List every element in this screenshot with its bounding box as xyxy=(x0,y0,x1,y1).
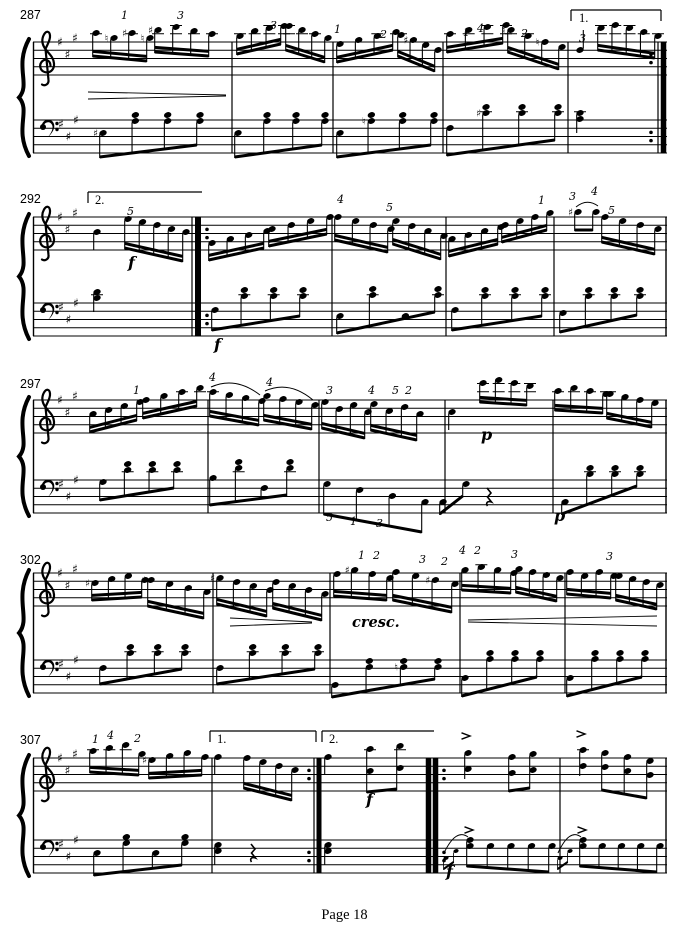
dynamic-marking: p xyxy=(554,506,566,525)
fingering-number: 3 xyxy=(569,190,576,203)
fingering-number: 1 xyxy=(121,9,128,22)
accidental-sharp: ♯ xyxy=(210,573,215,585)
chord-notehead xyxy=(590,649,599,657)
chord-notehead xyxy=(398,111,407,119)
fingering-number: 4 xyxy=(266,376,273,389)
barline xyxy=(442,42,443,153)
key-signature-sharp: ♯ xyxy=(58,117,64,132)
note-beam xyxy=(332,679,435,697)
fingering-number: 2 xyxy=(134,732,141,745)
accidental-natural: ♮ xyxy=(104,33,109,45)
repeat-barline xyxy=(426,758,432,873)
chord-notehead xyxy=(399,657,408,665)
barline xyxy=(665,573,666,693)
slur xyxy=(576,202,598,207)
fingering-number: 2 xyxy=(474,544,481,557)
key-signature-sharp: ♯ xyxy=(73,113,79,127)
accidental-sharp: ♯ xyxy=(425,575,431,587)
accidental-sharp: ♯ xyxy=(93,128,98,140)
fingering-number: 2 xyxy=(521,27,528,40)
chord-notehead xyxy=(481,103,490,111)
chord-notehead xyxy=(635,464,644,472)
chord-notehead xyxy=(131,111,140,119)
fingering-number: 1 xyxy=(92,733,99,746)
key-signature-sharp: ♯ xyxy=(65,489,72,504)
repeat-barline xyxy=(317,758,322,873)
crescendo-marking: cresc. xyxy=(352,614,400,631)
accidental-sharp: ♯ xyxy=(148,25,153,37)
barline xyxy=(567,42,568,153)
fingering-number: 2 xyxy=(441,555,448,568)
chord-notehead xyxy=(180,643,189,651)
barline xyxy=(665,400,666,513)
fingering-number: 3 xyxy=(326,384,333,397)
note-beam xyxy=(334,591,387,595)
measure-number: 307 xyxy=(20,733,41,747)
chord-notehead xyxy=(153,643,162,651)
chord-notehead xyxy=(123,460,132,468)
repeat-dot xyxy=(649,139,653,143)
fingering-number: 4 xyxy=(591,185,598,198)
fingering-number: 4 xyxy=(368,384,375,397)
key-signature-sharp: ♯ xyxy=(57,751,63,765)
chord-notehead xyxy=(148,460,157,468)
key-signature-sharp: ♯ xyxy=(57,393,63,407)
page-number-label: Page 18 xyxy=(321,907,368,923)
chord-notehead xyxy=(610,286,619,294)
dynamic-marking: f xyxy=(366,790,373,809)
key-signature-sharp: ♯ xyxy=(73,833,79,847)
accidental-sharp: ♯ xyxy=(141,575,146,587)
key-signature-sharp: ♯ xyxy=(64,405,71,420)
hairpin-line xyxy=(88,96,226,99)
chord-notehead xyxy=(313,643,322,651)
note-beam xyxy=(337,145,431,157)
hairpin-line xyxy=(88,92,226,95)
chord-notehead xyxy=(163,111,172,119)
note-beam xyxy=(480,402,527,405)
fingering-number: 5 xyxy=(392,384,399,397)
barline xyxy=(211,758,212,873)
bass-clef-icon xyxy=(40,484,46,490)
fingering-number: 2 xyxy=(405,384,412,397)
fingering-number: 2 xyxy=(373,549,380,562)
chord-notehead xyxy=(640,649,649,657)
fingering-number: 1 xyxy=(133,384,140,397)
fingering-number: 5 xyxy=(386,201,393,214)
measure-number: 297 xyxy=(20,377,41,391)
barline xyxy=(552,400,553,513)
note-beam xyxy=(155,52,209,56)
chord-notehead xyxy=(535,649,544,657)
volta-label: 1. xyxy=(217,732,227,746)
brace-icon xyxy=(19,214,29,339)
note-beam xyxy=(562,486,637,514)
fingering-number: 4 xyxy=(337,193,344,206)
chord-notehead xyxy=(262,111,271,119)
key-signature-sharp: ♯ xyxy=(57,210,63,224)
note-beam xyxy=(560,315,637,332)
hairpin-line xyxy=(230,618,312,622)
fingering-number: 4 xyxy=(459,544,466,557)
volta-label: 2. xyxy=(329,732,339,746)
barline xyxy=(559,758,560,873)
fingering-number: 3 xyxy=(579,32,586,45)
system-barline xyxy=(33,573,34,693)
key-signature-sharp: ♯ xyxy=(64,47,71,62)
dynamic-marking: f xyxy=(128,253,135,272)
bass-clef-icon xyxy=(40,307,46,313)
chord-notehead xyxy=(368,285,377,293)
barline xyxy=(207,400,208,513)
key-signature-sharp: ♯ xyxy=(58,300,64,315)
chord-notehead xyxy=(480,286,489,294)
chord-notehead xyxy=(240,286,249,294)
system-barline xyxy=(33,217,34,336)
note-beam xyxy=(555,410,603,413)
key-signature-sharp: ♯ xyxy=(72,388,78,403)
key-signature-sharp: ♯ xyxy=(65,849,72,864)
chord-notehead xyxy=(510,649,519,657)
chord-notehead xyxy=(281,643,290,651)
chord-notehead xyxy=(553,103,562,111)
repeat-dot xyxy=(205,236,209,240)
accidental-sharp: ♯ xyxy=(85,578,90,590)
note-beam xyxy=(100,488,174,500)
bass-clef-icon xyxy=(40,844,46,850)
accidental-sharp: ♯ xyxy=(344,565,350,577)
fingering-number: 1 xyxy=(463,26,470,39)
repeat-dot xyxy=(205,322,209,326)
volta-label: 2. xyxy=(95,193,105,207)
fingering-number: 1 xyxy=(358,549,365,562)
chord-notehead xyxy=(269,286,278,294)
fingering-number: 3 xyxy=(606,550,613,563)
hairpin-line xyxy=(468,622,657,626)
system-barline xyxy=(33,400,34,513)
chord-notehead xyxy=(429,111,438,119)
key-signature-sharp: ♯ xyxy=(73,473,79,487)
volta-label: 1. xyxy=(579,11,589,25)
repeat-dot xyxy=(307,851,311,855)
chord-notehead xyxy=(291,111,300,119)
repeat-barline xyxy=(195,217,201,336)
repeat-dot xyxy=(205,228,209,232)
barline xyxy=(332,42,333,153)
key-signature-sharp: ♯ xyxy=(64,578,71,593)
fingering-number: 1 xyxy=(334,23,341,36)
barline xyxy=(459,573,460,693)
barline xyxy=(331,217,332,336)
key-signature-sharp: ♯ xyxy=(72,561,78,576)
barline xyxy=(231,42,232,153)
repeat-dot xyxy=(649,61,653,65)
hairpin-line xyxy=(230,623,312,626)
key-signature-sharp: ♯ xyxy=(58,837,64,852)
note-beam xyxy=(235,145,322,157)
chord-notehead xyxy=(635,286,644,294)
fingering-number: 4 xyxy=(477,22,484,35)
measure-number: 302 xyxy=(20,553,41,567)
barline xyxy=(191,217,192,336)
chord-notehead xyxy=(172,460,181,468)
chord-notehead xyxy=(585,464,594,472)
key-signature-sharp: ♯ xyxy=(72,30,78,45)
key-signature-sharp: ♯ xyxy=(57,35,63,49)
slur xyxy=(265,387,313,400)
repeat-dot xyxy=(307,769,311,773)
accidental-sharp: ♯ xyxy=(476,108,481,120)
accidental-sharp: ♯ xyxy=(403,35,409,47)
barline xyxy=(564,573,565,693)
accent-mark xyxy=(577,731,586,737)
key-signature-sharp: ♯ xyxy=(58,657,64,672)
note-beam xyxy=(324,514,422,532)
dynamic-marking: f xyxy=(214,335,221,354)
chord-notehead xyxy=(365,657,374,665)
note-beam xyxy=(558,862,568,869)
repeat-dot xyxy=(307,859,311,863)
accidental-natural: ♮ xyxy=(140,33,145,45)
barline xyxy=(444,400,445,513)
chord-notehead xyxy=(433,285,442,293)
note-beam xyxy=(462,585,511,588)
chord-notehead xyxy=(248,643,257,651)
accidental-natural: ♮ xyxy=(535,37,540,49)
key-signature-sharp: ♯ xyxy=(65,129,72,144)
key-signature-sharp: ♯ xyxy=(64,763,71,778)
system-barline xyxy=(33,42,34,153)
chord-notehead xyxy=(298,286,307,294)
slur xyxy=(211,383,260,395)
key-signature-sharp: ♯ xyxy=(72,746,78,761)
fingering-number: 4 xyxy=(107,729,114,742)
note-beam xyxy=(149,775,202,778)
fingering-number: 5 xyxy=(608,204,615,217)
fingering-number: 1 xyxy=(350,515,357,528)
dynamic-marking: f xyxy=(446,862,453,881)
note-beam xyxy=(337,312,435,333)
brace-icon xyxy=(19,755,29,876)
accidental-sharp: ♯ xyxy=(122,28,127,40)
note-beam xyxy=(155,47,209,51)
repeat-dot xyxy=(307,777,311,781)
chord-notehead xyxy=(584,286,593,294)
key-signature-sharp: ♯ xyxy=(57,566,63,580)
key-signature-sharp: ♯ xyxy=(64,222,71,237)
barline xyxy=(553,217,554,336)
brace-icon xyxy=(19,570,29,696)
chord-notehead xyxy=(615,649,624,657)
fingering-number: 3 xyxy=(270,19,277,32)
accidental-sharp: ♯ xyxy=(142,755,147,767)
key-signature-sharp: ♯ xyxy=(58,477,64,492)
chord-notehead xyxy=(195,111,204,119)
barline xyxy=(665,758,666,873)
fingering-number: 3 xyxy=(376,517,383,530)
fingering-number: 5 xyxy=(326,511,333,524)
chord-notehead xyxy=(540,286,549,294)
accidental-natural: ♮ xyxy=(394,662,398,674)
chord-notehead xyxy=(610,464,619,472)
fingering-number: 5 xyxy=(127,205,134,218)
chord-notehead xyxy=(320,111,329,119)
fingering-number: 1 xyxy=(538,194,545,207)
hairpin-line xyxy=(468,616,657,620)
accent-mark xyxy=(462,733,471,739)
bass-clef-icon xyxy=(40,664,46,670)
repeat-barline xyxy=(433,758,439,873)
chord-notehead xyxy=(510,286,519,294)
measure-number: 292 xyxy=(20,192,41,206)
repeat-barline xyxy=(661,42,667,153)
barline xyxy=(657,42,658,153)
barline xyxy=(313,758,314,873)
accidental-natural: ♮ xyxy=(362,116,366,128)
key-signature-sharp: ♯ xyxy=(72,205,78,220)
chord-notehead xyxy=(433,657,442,665)
accidental-sharp: ♯ xyxy=(568,207,573,219)
brace-icon xyxy=(19,39,29,156)
chord-notehead xyxy=(126,643,135,651)
measure-number: 287 xyxy=(20,8,41,22)
key-signature-sharp: ♯ xyxy=(65,312,72,327)
barline xyxy=(329,573,330,693)
repeat-dot xyxy=(442,769,446,773)
key-signature-sharp: ♯ xyxy=(73,296,79,310)
dynamic-marking: p xyxy=(481,425,493,444)
key-signature-sharp: ♯ xyxy=(65,669,72,684)
note-beam xyxy=(462,590,511,593)
fingering-number: 3 xyxy=(419,553,426,566)
chord-notehead xyxy=(367,111,376,119)
barline xyxy=(212,573,213,693)
barline xyxy=(318,400,319,513)
note-beam xyxy=(334,596,387,600)
chord-notehead xyxy=(517,103,526,111)
repeat-dot xyxy=(205,314,209,318)
repeat-dot xyxy=(649,131,653,135)
accidental-natural: ♮ xyxy=(501,25,506,37)
note-beam xyxy=(149,770,202,773)
accent-mark xyxy=(578,827,587,833)
barline xyxy=(665,217,666,336)
note-beam xyxy=(92,592,142,595)
note-beam xyxy=(100,145,197,157)
accent-mark xyxy=(465,827,474,833)
chord-notehead xyxy=(234,458,243,466)
bass-clef-icon xyxy=(40,124,46,130)
note-beam xyxy=(90,767,139,770)
repeat-dot xyxy=(442,777,446,781)
brace-icon xyxy=(19,397,29,516)
fingering-number: 3 xyxy=(511,548,518,561)
key-signature-sharp: ♯ xyxy=(73,653,79,667)
fingering-number: 4 xyxy=(209,371,216,384)
fingering-number: 3 xyxy=(177,9,184,22)
fingering-number: 2 xyxy=(380,28,387,41)
system-barline xyxy=(33,758,34,873)
quarter-rest xyxy=(251,844,256,862)
chord-notehead xyxy=(285,458,294,466)
chord-notehead xyxy=(485,649,494,657)
